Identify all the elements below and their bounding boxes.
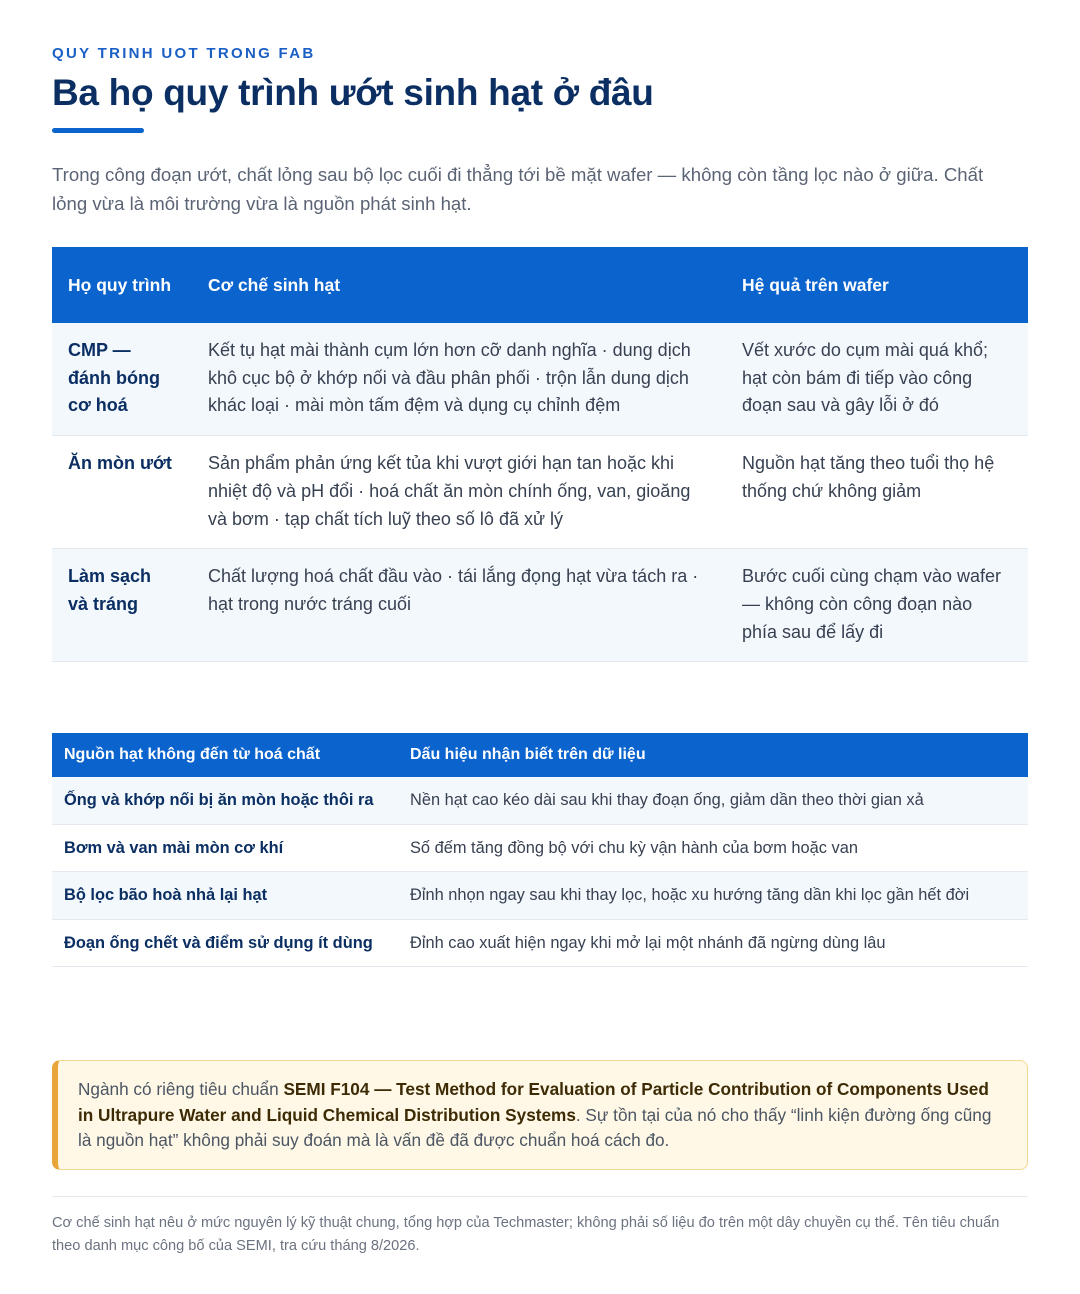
process-consequence: Nguồn hạt tăng theo tuổi thọ hệ thống chứ không giảm <box>726 436 1028 549</box>
process-family: Làm sạch và tráng <box>52 549 192 662</box>
callout-standard-name: SEMI F104 — Test Method for Evaluation of Particle Contribution of Components Used in Ultrapure Water and Liquid Chemical Distribution Systems <box>78 1079 989 1125</box>
process-mechanism: Sản phẩm phản ứng kết tủa khi vượt giới hạn tan hoặc khi nhiệt độ và pH đổi · hoá chất ăn mòn chính ống, van, gioăng và bơm · tạp chất tích luỹ theo số lô đã xử lý <box>192 436 726 549</box>
process-table <box>52 247 1028 662</box>
header-source: Nguồn hạt không đến từ hoá chất <box>52 733 398 777</box>
table-row <box>52 323 1028 436</box>
callout-tail: . Sự tồn tại của nó cho thấy “linh kiện đường ống cũng là nguồn hạt” không phải suy đoán mà là vấn đề đã được chuẩn hoá cách đo. <box>78 1104 992 1150</box>
table-row <box>52 919 1028 967</box>
data-signal: Số đếm tăng đồng bộ với chu kỳ vận hành của bơm hoặc van <box>398 824 1028 872</box>
process-mechanism: Kết tụ hạt mài thành cụm lớn hơn cỡ danh nghĩa · dung dịch khô cục bộ ở khớp nối và đầu phân phối · trộn lẫn dung dịch khác loại · mài mòn tấm đệm và dụng cụ chỉnh đệm <box>192 323 726 436</box>
table-row <box>52 777 1028 824</box>
process-family: Ăn mòn ướt <box>52 436 192 549</box>
process-consequence: Vết xước do cụm mài quá khổ; hạt còn bám đi tiếp vào công đoạn sau và gây lỗi ở đó <box>726 323 1028 436</box>
footnote: Cơ chế sinh hạt nêu ở mức nguyên lý kỹ thuật chung, tổng hợp của Techmaster; không phải số liệu đo trên một dây chuyền cụ thể. Tên tiêu chuẩn theo danh mục công bố của SEMI, tra cứu tháng 8/2026. <box>52 1215 1000 1254</box>
header-consequence: Hệ quả trên wafer <box>726 247 1028 323</box>
particle-source: Đoạn ống chết và điểm sử dụng ít dùng <box>52 919 398 967</box>
footnote-divider <box>52 1196 1028 1197</box>
table-row <box>52 872 1028 920</box>
page-title: Ba họ quy trình ướt sinh hạt ở đâu <box>52 72 654 113</box>
standard-callout <box>52 1060 1028 1170</box>
title-underline <box>52 128 144 133</box>
header-signal: Dấu hiệu nhận biết trên dữ liệu <box>398 733 1028 777</box>
process-family: CMP — đánh bóng cơ hoá <box>52 323 192 436</box>
table-row <box>52 824 1028 872</box>
intro-paragraph: Trong công đoạn ướt, chất lỏng sau bộ lọc cuối đi thẳng tới bề mặt wafer — không còn tầng lọc nào ở giữa. Chất lỏng vừa là môi trường vừa là nguồn phát sinh hạt. <box>52 164 984 214</box>
particle-source: Ống và khớp nối bị ăn mòn hoặc thôi ra <box>52 777 398 824</box>
data-signal: Đỉnh cao xuất hiện ngay khi mở lại một nhánh đã ngừng dùng lâu <box>398 919 1028 967</box>
data-signal: Nền hạt cao kéo dài sau khi thay đoạn ống, giảm dần theo thời gian xả <box>398 777 1028 824</box>
process-mechanism: Chất lượng hoá chất đầu vào · tái lắng đọng hạt vừa tách ra · hạt trong nước tráng cuối <box>192 549 726 662</box>
section-kicker: QUY TRINH UOT TRONG FAB <box>52 45 316 62</box>
source-table-header <box>52 733 1028 777</box>
particle-source: Bộ lọc bão hoà nhả lại hạt <box>52 872 398 920</box>
table-row <box>52 549 1028 662</box>
process-table-header <box>52 247 1028 323</box>
data-signal: Đỉnh nhọn ngay sau khi thay lọc, hoặc xu hướng tăng dần khi lọc gần hết đời <box>398 872 1028 920</box>
header-family: Họ quy trình <box>52 247 192 323</box>
callout-lead: Ngành có riêng tiêu chuẩn <box>78 1079 279 1099</box>
table-row <box>52 436 1028 549</box>
process-consequence: Bước cuối cùng chạm vào wafer — không còn công đoạn nào phía sau để lấy đi <box>726 549 1028 662</box>
particle-source-table <box>52 733 1028 967</box>
particle-source: Bơm và van mài mòn cơ khí <box>52 824 398 872</box>
header-mechanism: Cơ chế sinh hạt <box>192 247 726 323</box>
